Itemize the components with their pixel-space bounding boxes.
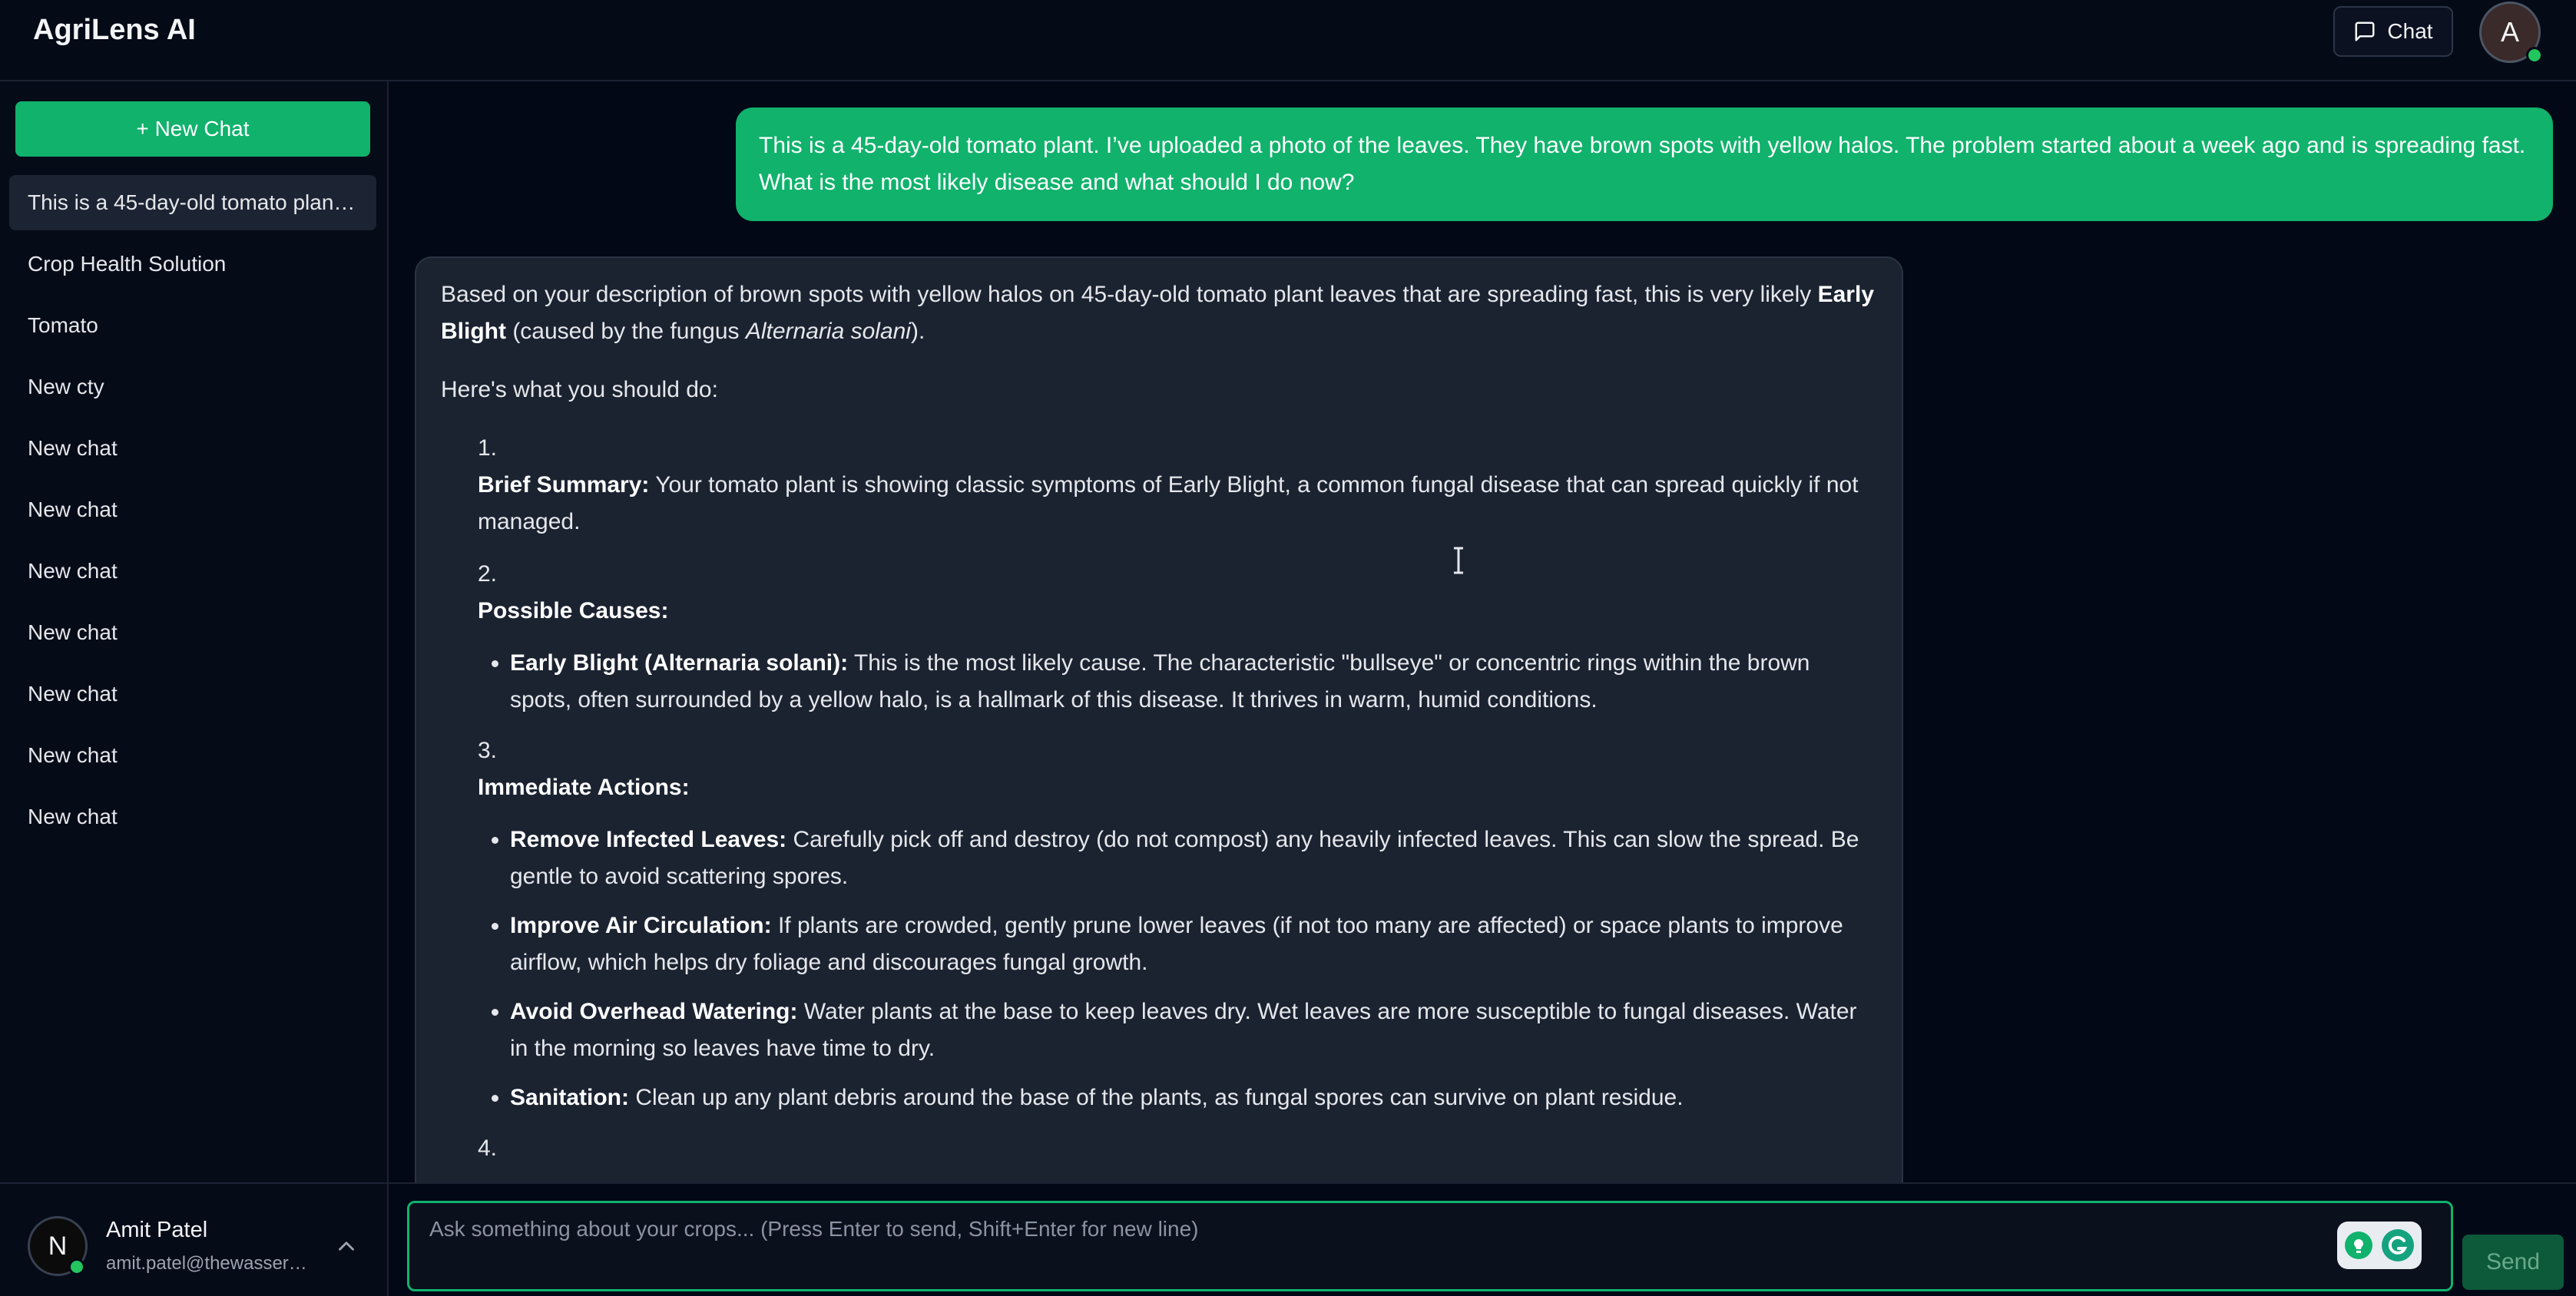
section-number: 2. — [478, 561, 498, 587]
list-item — [510, 908, 1877, 981]
chat-history-item[interactable] — [9, 175, 376, 230]
list-item-text: Carefully pick off and destroy (do not compost) any heavily infected leaves. This can slow the spread. Be gentle to avoid scattering spores. — [510, 827, 1859, 889]
intro-bold: Early Blight — [441, 282, 1874, 344]
chat-main — [389, 81, 2576, 1182]
chat-history-item[interactable] — [9, 544, 376, 599]
list-item-bold: Early Blight (Alternaria solani): — [510, 650, 849, 676]
chat-button-label: Chat — [2387, 19, 2433, 43]
response-section — [478, 430, 1877, 541]
user-avatar-button[interactable] — [2479, 2, 2541, 63]
chat-history-item[interactable] — [9, 421, 376, 476]
chat-history-label: New chat — [28, 559, 118, 583]
section-title: Immediate Actions: — [478, 775, 690, 800]
user-online-dot — [68, 1258, 85, 1275]
prompt-box[interactable] — [407, 1201, 2453, 1291]
list-item — [510, 645, 1877, 719]
extension-icons — [2337, 1222, 2422, 1269]
chat-history-item[interactable] — [9, 789, 376, 845]
list-item-text: Water plants at the base to keep leaves dry. Wet leaves are more susceptible to fungal diseases. Water in the morning so leaves have time to dry. — [510, 999, 1857, 1061]
bulb-extension-icon[interactable] — [2343, 1230, 2374, 1261]
section-title: Possible Causes: — [478, 598, 669, 623]
send-button[interactable]: Send — [2462, 1235, 2564, 1290]
user-avatar — [28, 1216, 88, 1276]
user-message-bubble: This is a 45-day-old tomato plant. I’ve uploaded a photo of the leaves. They have brown spots with yellow halos. The problem started about a week ago and is spreading fast. What is the most likely disease and what should I do now? — [736, 107, 2553, 221]
chat-history-label: New chat — [28, 682, 118, 706]
assistant-message-bubble — [415, 256, 1903, 1182]
list-item — [510, 822, 1877, 895]
chat-history-item[interactable] — [9, 728, 376, 783]
chat-history-label: New chat — [28, 805, 118, 828]
chat-history-item[interactable] — [9, 605, 376, 660]
chat-history-item[interactable] — [9, 482, 376, 537]
section-text: Your tomato plant is showing classic symptoms of Early Blight, a common fungal disease that can spread quickly if not managed. — [478, 472, 1859, 534]
chat-history-label: New chat — [28, 620, 118, 644]
user-avatar-initial: N — [48, 1231, 68, 1261]
top-header — [0, 0, 2576, 81]
message-square-icon — [2353, 20, 2376, 43]
section-title: Brief Summary: — [478, 472, 650, 498]
section-body — [478, 769, 1877, 806]
list-item-bold: Sanitation: — [510, 1085, 629, 1110]
app-title: AgriLens AI — [33, 14, 196, 46]
chat-history-item[interactable] — [9, 359, 376, 415]
list-item-bold: Improve Air Circulation: — [510, 913, 772, 938]
chevron-up-icon[interactable] — [333, 1233, 359, 1259]
intro-text: ). — [910, 319, 925, 344]
section-number: 3. — [478, 738, 498, 763]
chat-history-label: New chat — [28, 436, 118, 460]
new-chat-button[interactable]: + New Chat — [15, 101, 370, 157]
chat-history-label: This is a 45-day-old tomato plan… — [28, 190, 356, 214]
actions-list — [441, 822, 1877, 1116]
online-status-dot — [2526, 47, 2543, 64]
avatar-initial: A — [2500, 16, 2519, 48]
user-email: amit.patel@thewasser… — [106, 1253, 307, 1274]
list-item-text: If plants are crowded, gently prune lower leaves (if not too many are affected) or space plants to improve airflow, which helps dry foliage and discourages fungal growth. — [510, 913, 1843, 975]
chat-history-label: Crop Health Solution — [28, 252, 227, 276]
chat-history-item[interactable] — [9, 298, 376, 353]
intro-italic: Alternaria solani — [745, 319, 911, 344]
list-item-bold: Remove Infected Leaves: — [510, 827, 787, 852]
text-cursor-icon — [1451, 547, 1466, 574]
composer-area — [389, 1182, 2576, 1296]
section-number: 4. — [478, 1136, 498, 1161]
list-item — [510, 1079, 1877, 1116]
prompt-input[interactable] — [428, 1215, 2243, 1280]
chat-history-label: New chat — [28, 498, 118, 521]
causes-list — [441, 645, 1877, 719]
list-item — [510, 993, 1877, 1067]
user-name: Amit Patel — [106, 1218, 208, 1242]
intro-text: Based on your description of brown spots with yellow halos on 45-day-old tomato plant leaves that are spreading fast, this is very likely — [441, 282, 1818, 307]
chat-history-label: Tomato — [28, 313, 98, 337]
sidebar — [0, 81, 389, 1182]
user-account-panel[interactable] — [0, 1182, 389, 1296]
assistant-lead: Here's what you should do: — [441, 377, 718, 402]
assistant-intro — [441, 276, 1877, 350]
list-item-bold: Avoid Overhead Watering: — [510, 999, 798, 1024]
grammarly-icon[interactable] — [2380, 1228, 2415, 1263]
chat-button[interactable] — [2333, 6, 2453, 57]
response-section — [478, 556, 1877, 630]
list-item-text: This is the most likely cause. The characteristic "bullseye" or concentric rings within the brown spots, often surrounded by a yellow halo, is a hallmark of this disease. It thrives in warm, humid conditions. — [510, 650, 1810, 712]
response-section — [478, 732, 1877, 806]
section-body — [478, 593, 1877, 630]
chat-history-item[interactable] — [9, 236, 376, 292]
section-number: 1. — [478, 435, 498, 461]
section-body — [478, 467, 1877, 541]
intro-text: (caused by the fungus — [505, 319, 746, 344]
chat-history-item[interactable] — [9, 666, 376, 722]
chat-history-label: New cty — [28, 375, 104, 398]
list-item-text: Clean up any plant debris around the base of the plants, as fungal spores can survive on plant residue. — [629, 1085, 1684, 1110]
response-section — [478, 1130, 1877, 1167]
chat-history-list — [9, 175, 376, 851]
chat-history-label: New chat — [28, 743, 118, 767]
